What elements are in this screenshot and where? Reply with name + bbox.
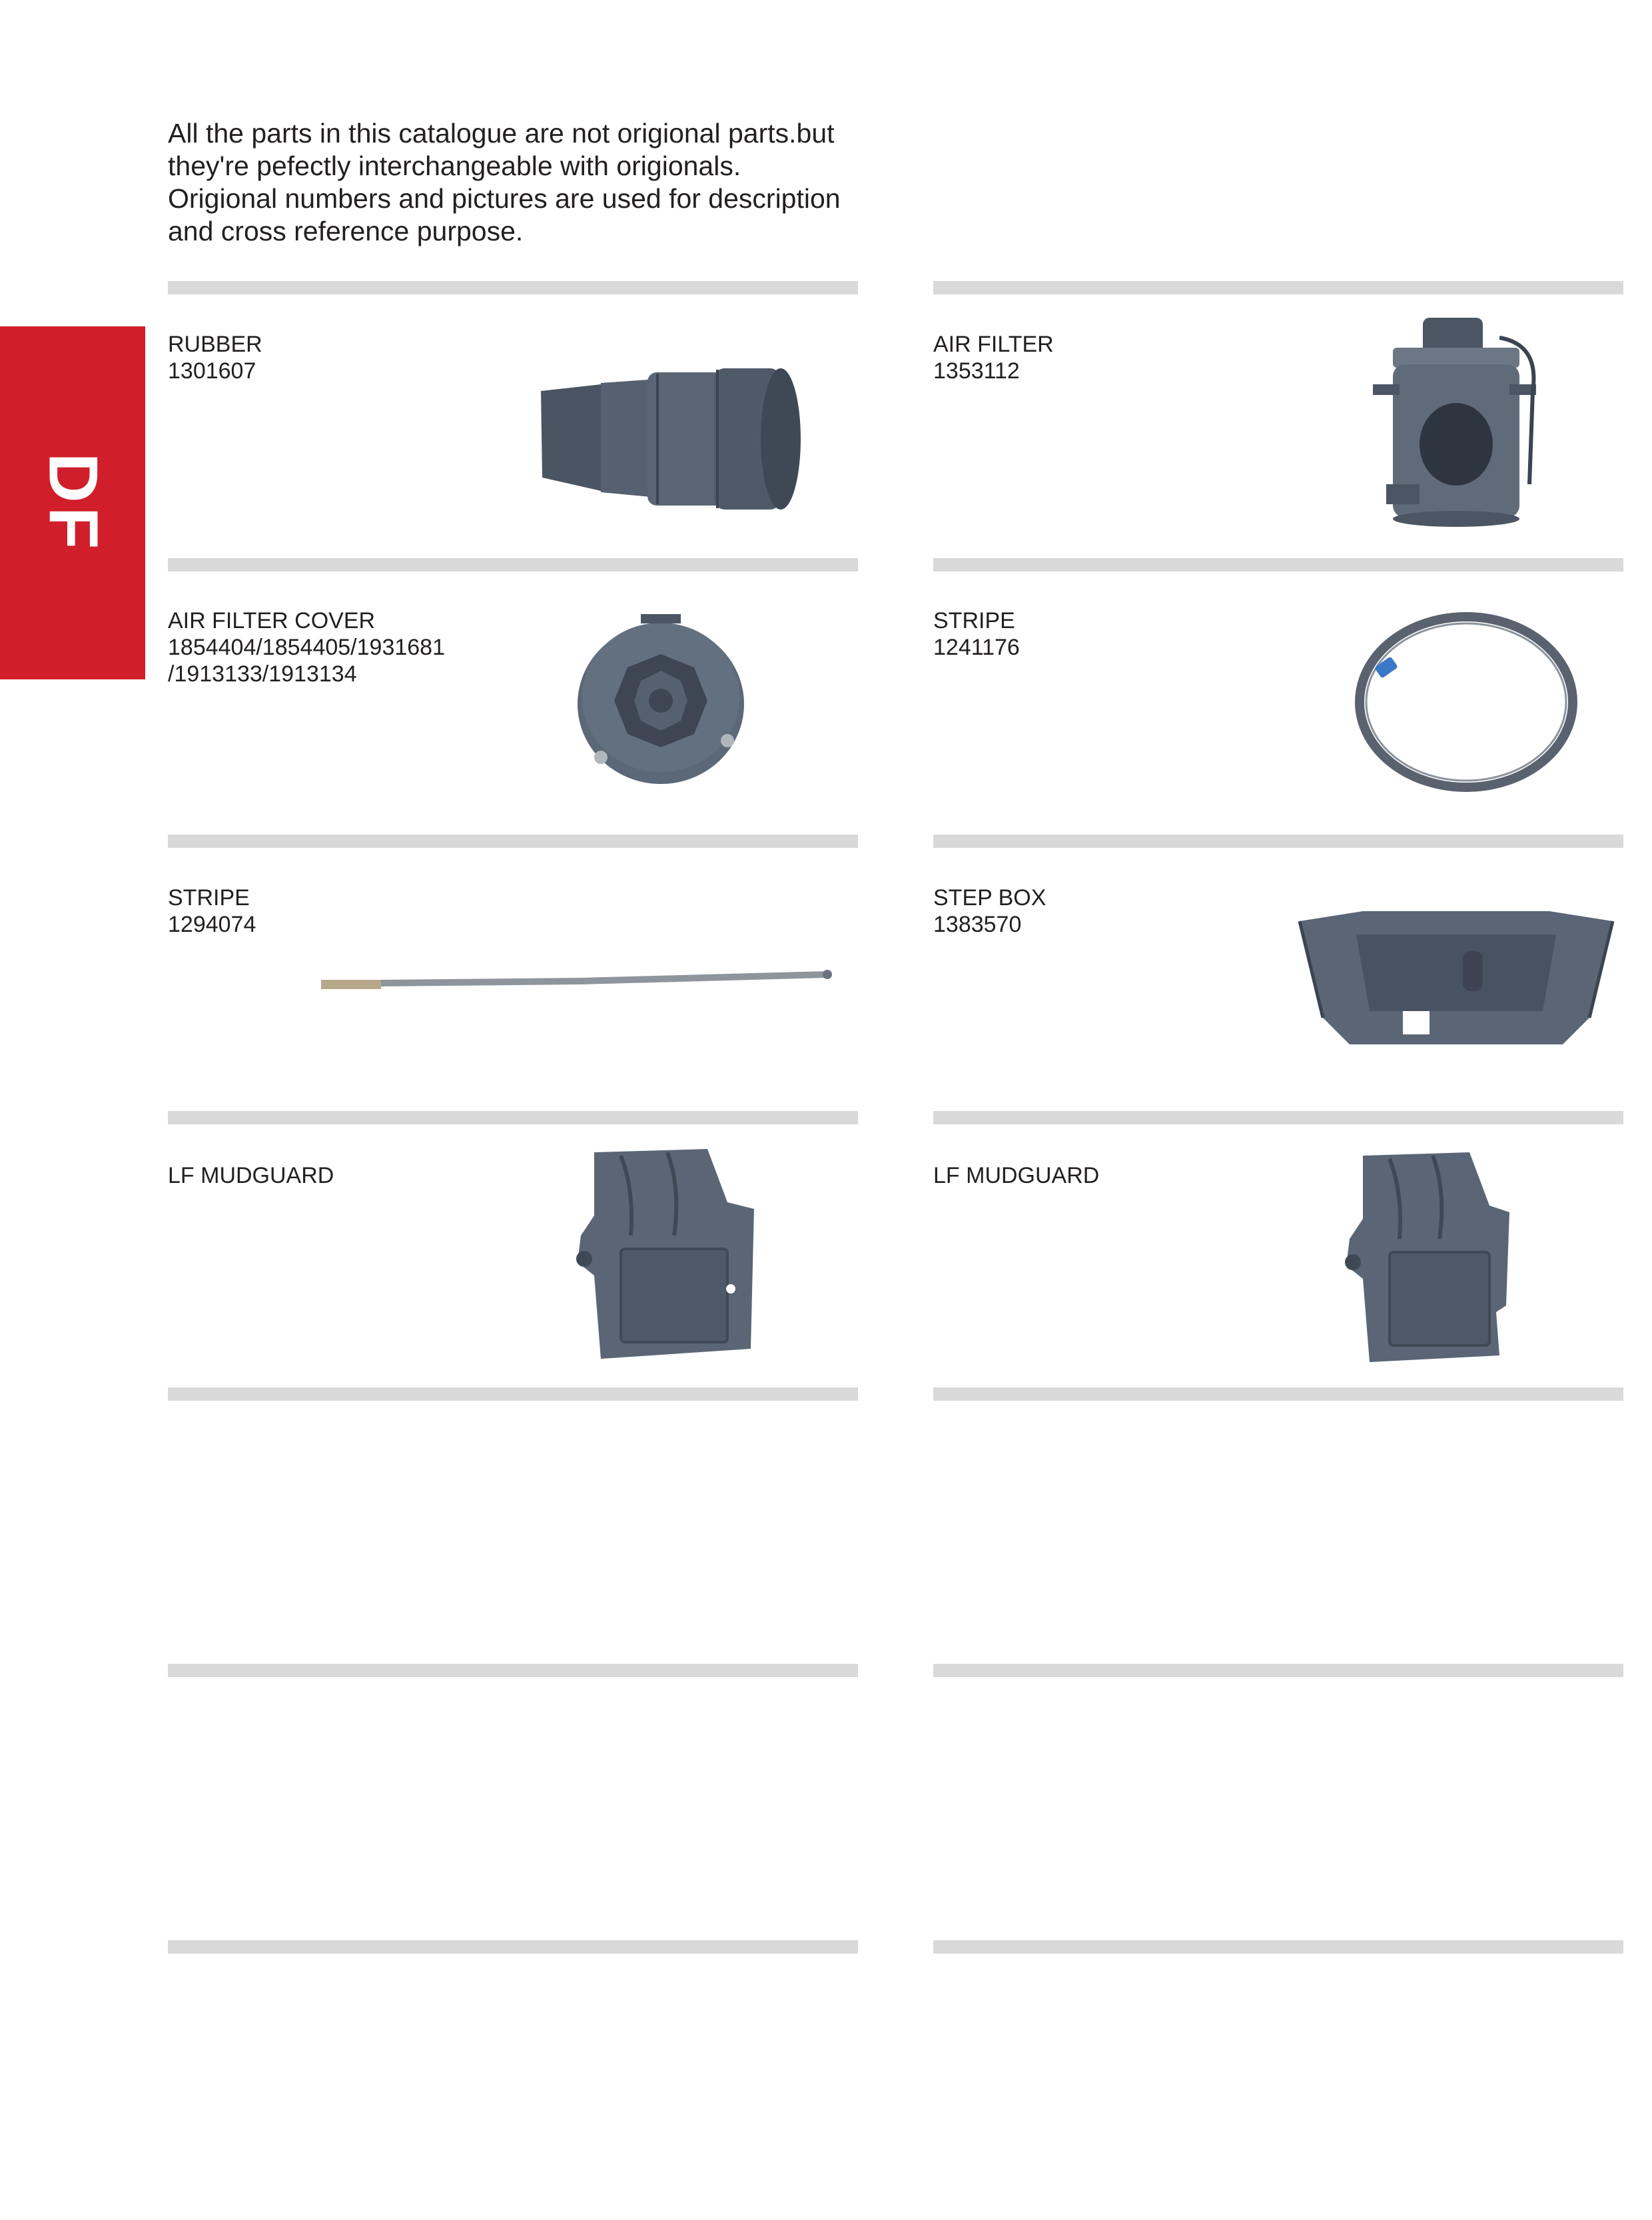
catalog-item xyxy=(933,607,1623,861)
rubber-hose-image xyxy=(534,364,827,518)
item-number: 1241176 xyxy=(933,635,1020,660)
catalog-item xyxy=(168,1162,858,1415)
item-number: 1301607 xyxy=(168,358,256,384)
disclaimer-line: and cross reference purpose. xyxy=(168,216,524,246)
row-divider xyxy=(168,281,858,294)
item-title: RUBBER xyxy=(168,332,262,357)
row-divider xyxy=(168,1940,858,1954)
air-filter-image xyxy=(1366,311,1546,531)
item-number: 1854404/1854405/1931681 xyxy=(168,635,445,660)
mudguard-image xyxy=(1343,1152,1516,1365)
item-title: STRIPE xyxy=(933,608,1015,633)
metal-strap-image xyxy=(314,961,841,1001)
item-title: AIR FILTER COVER xyxy=(168,608,376,633)
item-title: AIR FILTER xyxy=(933,332,1054,357)
item-number: 1294074 xyxy=(168,912,256,937)
air-filter-cover-image xyxy=(561,597,761,797)
row-divider xyxy=(933,1664,1623,1677)
row-divider xyxy=(168,1664,858,1677)
item-title: STEP BOX xyxy=(933,885,1046,911)
item-number: 1353112 xyxy=(933,358,1020,384)
item-number: /1913133/1913134 xyxy=(168,661,357,687)
item-number: 1383570 xyxy=(933,912,1022,937)
step-box-image xyxy=(1296,911,1616,1058)
catalog-item xyxy=(933,885,1623,1138)
row-divider xyxy=(933,281,1623,294)
brand-side-tab xyxy=(0,326,145,679)
disclaimer-line: they're pefectly interchangeable with origionals. xyxy=(168,151,741,181)
disclaimer-text xyxy=(168,117,934,248)
catalog-item xyxy=(933,331,1623,584)
disclaimer-line: All the parts in this catalogue are not origional parts.but xyxy=(168,118,835,149)
item-title: LF MUDGUARD xyxy=(168,1163,334,1188)
item-title: LF MUDGUARD xyxy=(933,1163,1100,1188)
brand-tab-label: DF xyxy=(34,452,112,554)
catalog-item xyxy=(168,607,858,861)
mudguard-image xyxy=(574,1149,754,1362)
catalog-item xyxy=(933,1162,1623,1415)
ring-clamp-image xyxy=(1343,601,1583,801)
item-title: STRIPE xyxy=(168,885,250,911)
catalog-item xyxy=(168,331,858,584)
disclaimer-line: Origional numbers and pictures are used for description xyxy=(168,183,841,214)
row-divider xyxy=(933,1940,1623,1954)
catalog-item xyxy=(168,885,858,1138)
